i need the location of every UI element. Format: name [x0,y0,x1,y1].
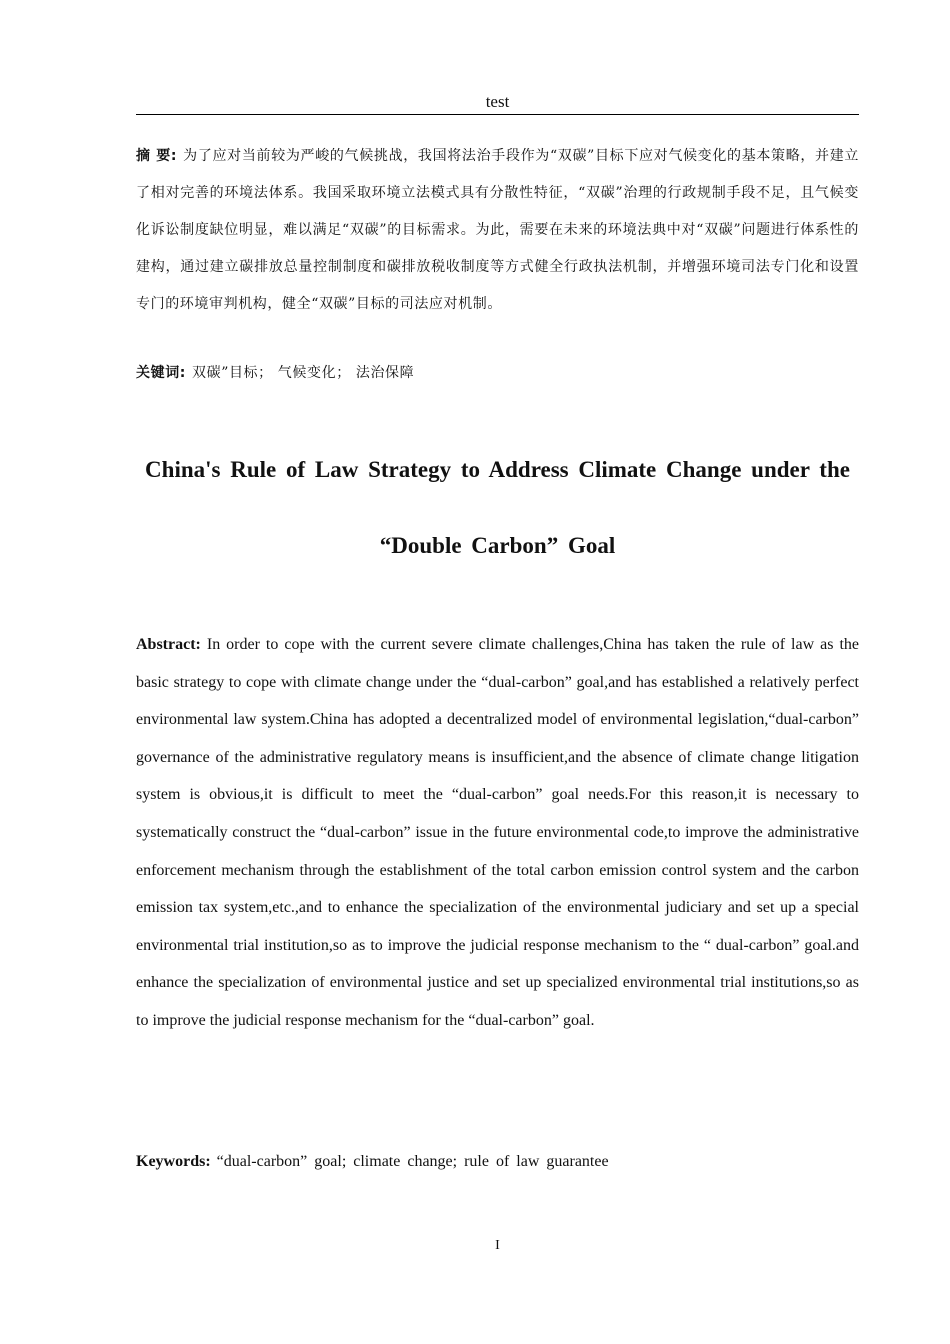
page-number: I [495,1238,500,1253]
chinese-abstract-label: 摘 要: [136,148,178,164]
running-header: test [485,92,510,111]
chinese-keywords-body: 双碳”目标； 气候变化； 法治保障 [192,365,415,381]
chinese-keywords [136,357,859,389]
header-divider [136,114,859,115]
english-abstract [136,626,859,1040]
chinese-abstract-body: 为了应对当前较为严峻的气候挑战，我国将法治手段作为“双碳”目标下应对气候变化的基本策略，并建立了相对完善的环境法体系。我国采取环境立法模式具有分散性特征，“双碳”治理的行政规制手段不足，且气候变化诉讼制度缺位明显，难以满足“双碳”的目标需求。为此，需要在未来的环境法典中对“双碳”问题进行体系性的建构，通过建立碳排放总量控制制度和碳排放税收制度等方式健全行政执法机制，并增强环境司法专门化和设置专门的环境审判机构，健全“双碳”目标的司法应对机制。 [136,148,859,312]
english-title: China's Rule of Law Strategy to Address Climate Change under the “Double Carbon” Goal [145,457,850,558]
english-keywords-body: “dual-carbon” goal; climate change; rule of law guarantee [216,1153,609,1170]
english-abstract-label: Abstract: [136,636,201,653]
english-keywords [136,1146,859,1178]
english-keywords-label: Keywords: [136,1153,211,1170]
chinese-keywords-label: 关键词: [136,365,186,381]
chinese-abstract [136,138,859,323]
english-abstract-body: In order to cope with the current severe climate challenges,China has taken the rule of law as the basic strategy to cope with climate change under the “dual-carbon” goal,and has established a relatively perfect environmental law system.China has adopted a decentralized model of environmental legislation,“dual-carbon” governance of the administrative regulatory means is insufficient,and the absence of climate change litigation system is obvious,it is difficult to meet the “dual-carbon” goal needs.For this reason,it is necessary to systematically construct the “dual-carbon” issue in the future environmental code,to improve the administrative enforcement mechanism through the establishment of the total carbon emission control system and the carbon emission tax system,etc.,and to enhance the specialization of the environmental judiciary and set up a special environmental trial institution,so as to improve the judicial response mechanism to the “ dual-carbon” goal.and enhance the specialization of environmental justice and set up specialized environmental trial institutions,so as to improve the judicial response mechanism for the “dual-carbon” goal. [136,636,859,1029]
